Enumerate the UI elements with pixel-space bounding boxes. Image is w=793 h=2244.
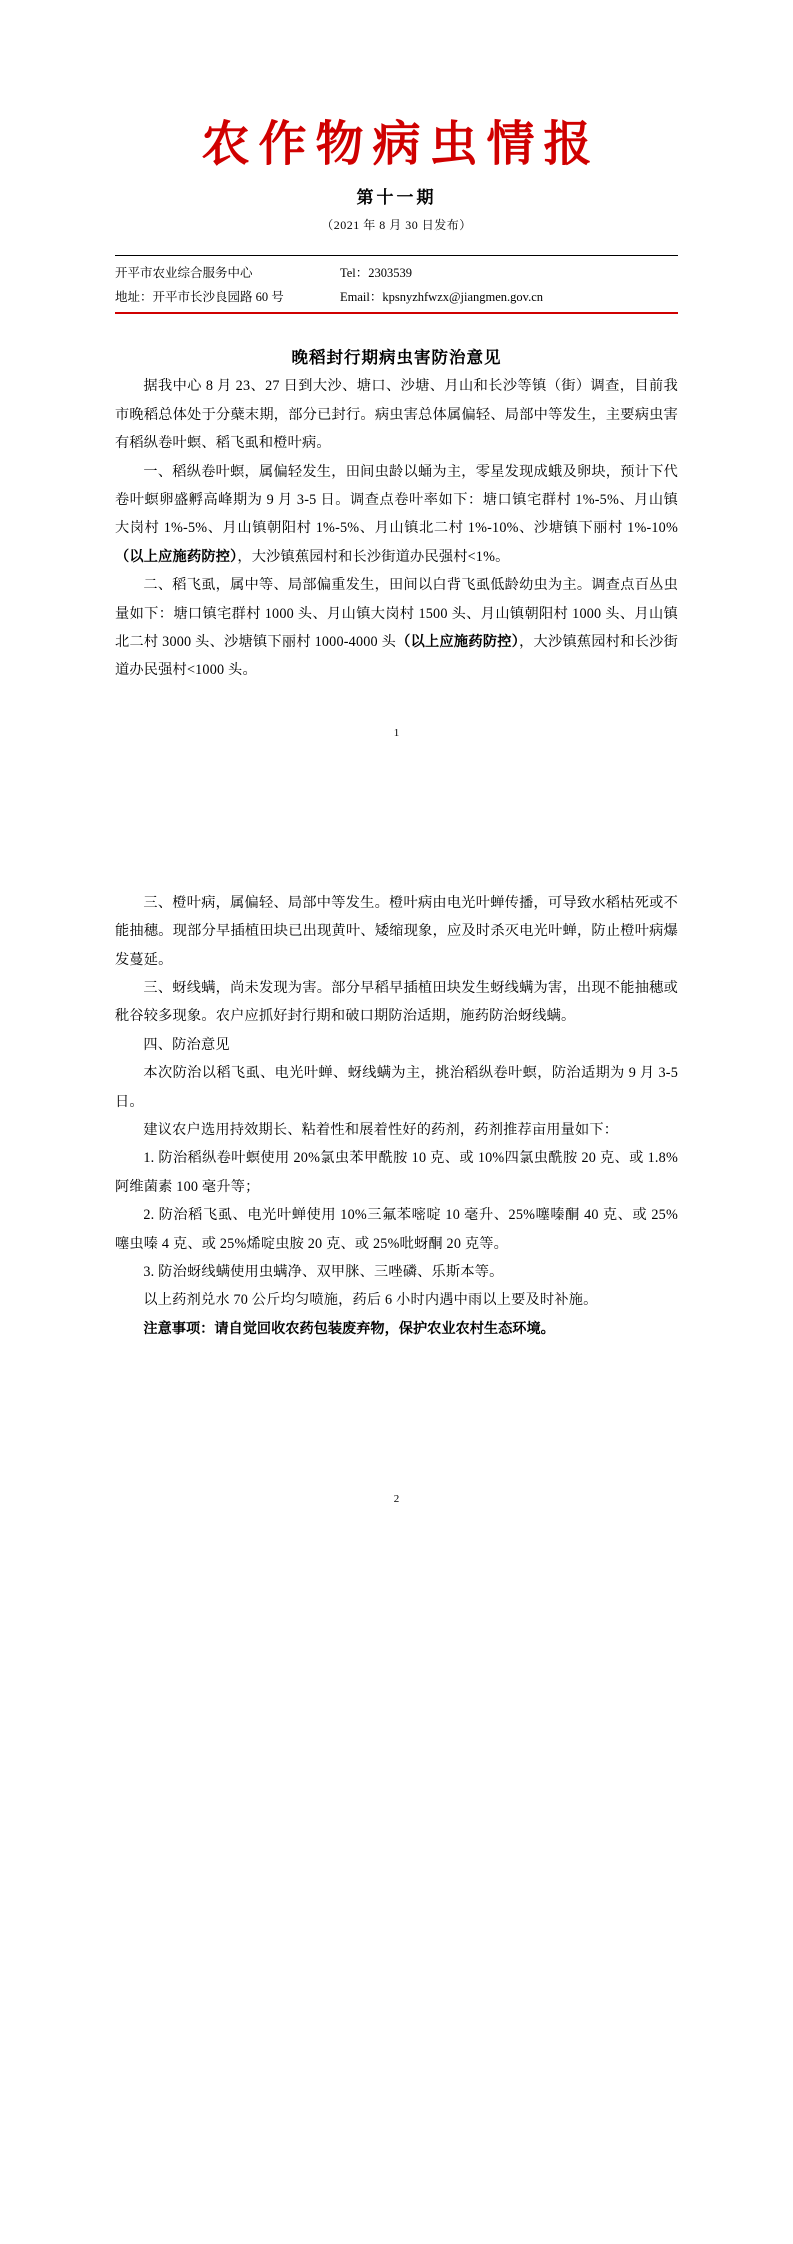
page-number-second: 2 — [393, 1493, 400, 1506]
paragraph-item-4: 三、蚜线螨，尚未发现为害。部分早稻早插植田块发生蚜线螨为害，出现不能抽穗或秕谷较多现象。农户应抓好封行期和破口期防治适期，施药防治蚜线螨。 — [115, 979, 678, 1025]
paragraph-item-1-tail: ，大沙镇蕉园村和长沙街道办民强村<1%。 — [237, 548, 510, 565]
paragraph-item-1-text: 一、稻纵卷叶螟，属偏轻发生，田间虫龄以蛹为主，零星发现成蛾及卵块，预计下代卷叶螟卵盛孵高峰期为 9 月 3-5 日。调查点卷叶率如下：塘口镇宅群村 1%-5%、月山镇大岗村 1%-5%、月山镇朝阳村 1%-5%、月山镇北二村 1%-10%、沙塘镇下丽村 1%-10% — [115, 463, 678, 537]
paragraph-section-heading: 四、防治意见 — [143, 1036, 230, 1053]
paragraph-dosage-2: 2. 防治稻飞虱、电光叶蝉使用 10%三氟苯嘧啶 10 毫升、25%噻嗪酮 40 克、或 25%噻虫嗪 4 克、或 25%烯啶虫胺 20 克、或 25%吡蚜酮 20 克等。 — [115, 1207, 678, 1252]
contact-block — [115, 255, 678, 315]
contact-tel: Tel：2303539 — [340, 265, 413, 280]
masthead-date: （2021 年 8 月 30 日发布） — [321, 217, 472, 232]
paragraph-dosage-1: 1. 防治稻纵卷叶螟使用 20%氯虫苯甲酰胺 10 克、或 10%四氯虫酰胺 20 克、或 1.8%阿维菌素 100 毫升等； — [115, 1150, 678, 1195]
paragraph-item-2-tail: ，大沙镇蕉园村和长沙街道办民强村<1000 头。 — [115, 633, 678, 679]
paragraph-item-1-emphasis: （以上应施药防控） — [115, 548, 238, 565]
masthead — [115, 0, 678, 233]
article-title: 晚稻封行期病虫害防治意见 — [291, 348, 502, 368]
contact-email: Email：kpsnyzhfwzx@jiangmen.gov.cn — [340, 289, 544, 304]
paragraph-item-2 — [115, 571, 678, 685]
paragraph-dosage-3: 3. 防治蚜线螨使用虫螨净、双甲脒、三唑磷、乐斯本等。 — [143, 1264, 504, 1281]
paragraph-item-2-emphasis: （以上应施药防控） — [396, 633, 520, 650]
paragraph-dosage-intro: 建议农户选用持效期长、粘着性和展着性好的药剂，药剂推荐亩用量如下： — [143, 1122, 619, 1139]
paragraph-intro: 据我中心 8 月 23、27 日到大沙、塘口、沙塘、月山和长沙等镇（街）调查，目前我市晚稻总体处于分蘖末期，部分已封行。病虫害总体属偏轻、局部中等发生，主要病虫害有稻纵卷叶螟、稻飞虱和橙叶病。 — [115, 378, 678, 452]
masthead-issue: 第十一期 — [356, 187, 437, 207]
contact-address: 地址：开平市长沙良园路 60 号 — [115, 289, 284, 304]
contact-row — [115, 286, 678, 310]
attention-note: 注意事项：请自觉回收农药包装废弃物，保护农业农村生态环境。 — [143, 1320, 555, 1337]
page-break-gap — [115, 739, 678, 889]
paragraph-item-3: 三、橙叶病，属偏轻、局部中等发生。橙叶病由电光叶蝉传播，可导致水稻枯死或不能抽穗。现部分早插植田块已出现黄叶、矮缩现象，应及时杀灭电光叶蝉，防止橙叶病爆发蔓延。 — [115, 894, 678, 968]
red-divider — [115, 312, 678, 314]
paragraph-item-2-text: 二、稻飞虱，属中等、局部偏重发生，田间以白背飞虱低龄幼虫为主。调查点百丛虫量如下：塘口镇宅群村 1000 头、月山镇大岗村 1500 头、月山镇朝阳村 1000 头、月山镇北二村 3000 头、沙塘镇下丽村 1000-4000 头 — [115, 577, 678, 650]
contact-org: 开平市农业综合服务中心 — [115, 265, 253, 280]
contact-row — [115, 262, 678, 286]
paragraph-application-note: 以上药剂兑水 70 公斤均匀喷施，药后 6 小时内遇中雨以上要及时补施。 — [143, 1292, 598, 1309]
paragraph-item-1 — [115, 458, 678, 572]
page-number-first: 1 — [393, 726, 400, 739]
contact-rows — [115, 256, 678, 310]
paragraph-control-summary: 本次防治以稻飞虱、电光叶蝉、蚜线螨为主，挑治稻纵卷叶螟，防治适期为 9 月 3-5 日。 — [115, 1065, 678, 1110]
masthead-title: 农作物病虫情报 — [201, 116, 601, 172]
